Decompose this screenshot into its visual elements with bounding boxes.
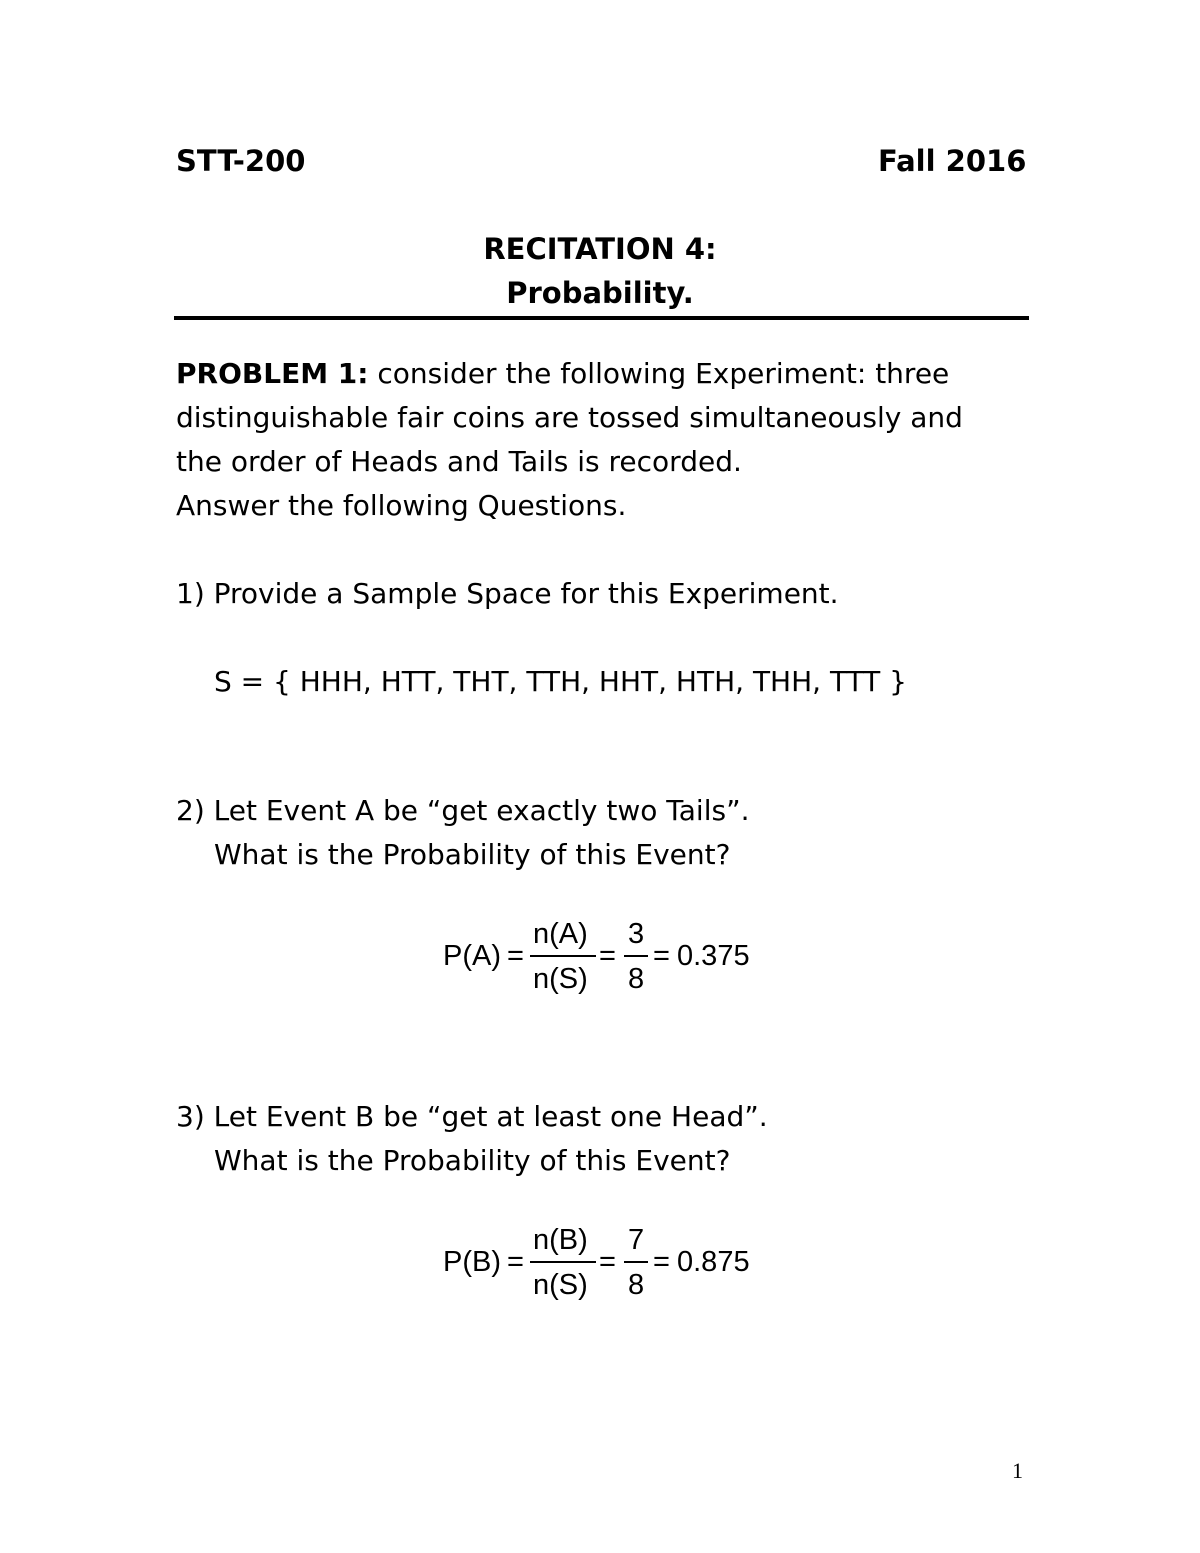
- formula-b-result: 0.875: [677, 1246, 750, 1278]
- problem-1-intro-line-2: distinguishable fair coins are tossed simultaneously and: [176, 401, 963, 434]
- formula-b-denominator: n(S): [533, 1269, 588, 1301]
- question-2-prompt-line-1: 2) Let Event A be “get exactly two Tails”.: [176, 794, 750, 827]
- question-3-prompt-line-2: What is the Probability of this Event?: [214, 1144, 731, 1177]
- formula-a-numerator-value: 3: [628, 918, 645, 950]
- recitation-title: RECITATION 4:: [483, 232, 717, 266]
- problem-1-intro-line-4: Answer the following Questions.: [176, 489, 627, 522]
- formula-a-fraction-bar-2: [624, 955, 648, 957]
- recitation-subtitle: Probability.: [506, 276, 694, 310]
- problem-1-intro-line-1: [176, 352, 949, 396]
- question-1-prompt: 1) Provide a Sample Space for this Experiment.: [176, 577, 839, 610]
- formula-a-result: 0.375: [677, 940, 750, 972]
- formula-b-equals-1: =: [507, 1246, 524, 1278]
- formula-b-numerator: n(B): [533, 1224, 588, 1256]
- formula-a-denominator: n(S): [533, 963, 588, 995]
- formula-b-fraction-bar-1: [530, 1261, 596, 1263]
- formula-a-numerator: n(A): [533, 918, 588, 950]
- formula-b-equals-3: =: [653, 1246, 670, 1278]
- term: Fall 2016: [878, 144, 1027, 178]
- formula-b-equals-2: =: [599, 1246, 616, 1278]
- page-number: 1: [1012, 1458, 1023, 1483]
- question-2-prompt-line-2: What is the Probability of this Event?: [214, 838, 731, 871]
- formula-b-fraction-bar-2: [624, 1261, 648, 1263]
- problem-1-intro-line-3: the order of Heads and Tails is recorded.: [176, 445, 742, 478]
- formula-b-lhs: P(B): [443, 1246, 501, 1278]
- formula-a-equals-1: =: [507, 940, 524, 972]
- formula-a-lhs: P(A): [443, 940, 501, 972]
- course-code: STT-200: [176, 144, 306, 178]
- question-3-prompt-line-1: 3) Let Event B be “get at least one Head”.: [176, 1100, 768, 1133]
- formula-a-fraction-bar-1: [530, 955, 596, 957]
- formula-a-denominator-value: 8: [628, 963, 645, 995]
- formula-a-equals-3: =: [653, 940, 670, 972]
- sample-space-answer: S = { HHH, HTT, THT, TTH, HHT, HTH, THH, TTT }: [214, 665, 907, 698]
- formula-b-numerator-value: 7: [628, 1224, 645, 1256]
- title-divider: [174, 316, 1029, 320]
- formula-b-denominator-value: 8: [628, 1269, 645, 1301]
- problem-1-label: PROBLEM 1:: [176, 357, 369, 390]
- problem-1-intro-text: consider the following Experiment: three: [368, 357, 950, 390]
- formula-a-equals-2: =: [599, 940, 616, 972]
